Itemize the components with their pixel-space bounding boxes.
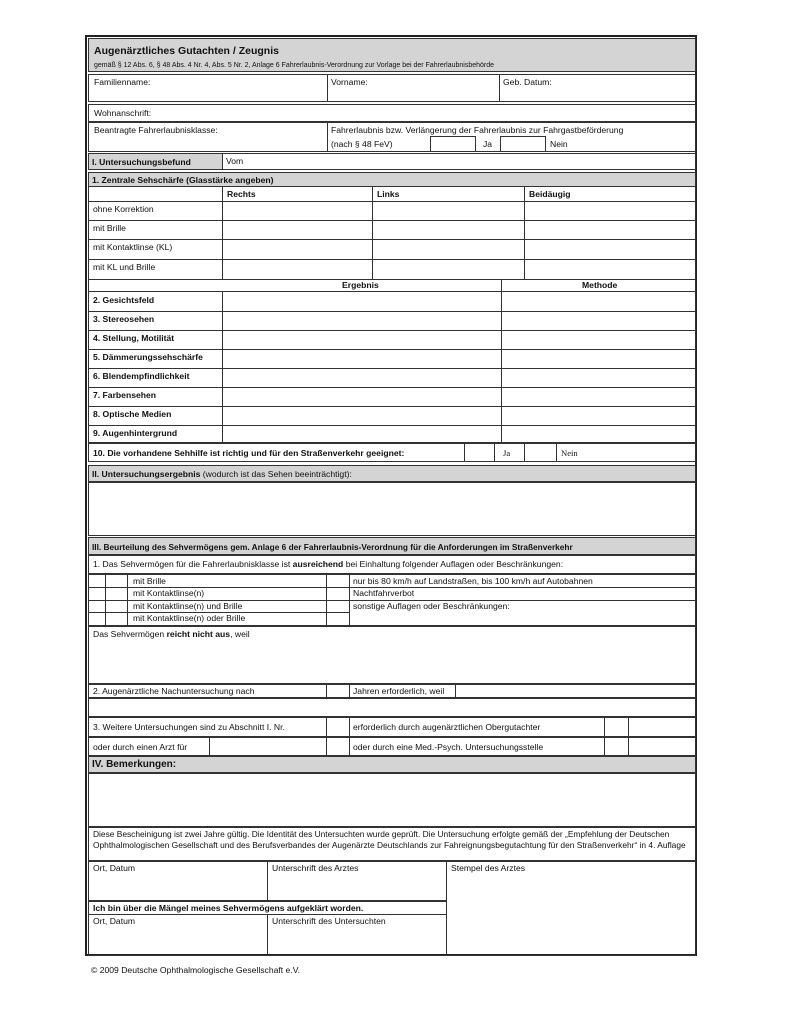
sehhilfe-nein-checkbox[interactable] bbox=[523, 443, 555, 462]
arzt-fachrichtung-input[interactable] bbox=[209, 738, 326, 755]
form-subtitle: gemäß § 12 Abs. 6, § 48 Abs. 4 Nr. 4, Abs. 5 Nr. 2, Anlage 6 Fahrerlaubnis-Verordnung zur Vorlage bei der Fahrerlaubnisbehörde bbox=[94, 62, 495, 69]
ort-datum-untersuchter-field[interactable] bbox=[88, 914, 268, 956]
befund-table bbox=[88, 279, 696, 443]
geb-datum-field[interactable] bbox=[499, 74, 696, 102]
section-2-title-rest: (wodurch ist das Sehen beeinträchtigt): bbox=[200, 469, 352, 479]
familienname-field[interactable] bbox=[88, 74, 328, 102]
column-beidaeugig: Beidäugig bbox=[529, 189, 571, 199]
disclaimer-text: Diese Bescheinigung ist zwei Jahre gültig. Die Identität des Untersuchten wurde geprüft. Die Untersuchung erfolgte gemäß der „Empfehlung der Deutschen Ophthalmologischen Gesellschaft und des Berufsverbandes der Augenärzte Deutschlands zur Fahreignungsbegutachtung für den Straßenverkehr“ in 4. Auflage bbox=[93, 829, 686, 850]
item-augenhintergrund: 9. Augenhintergrund bbox=[93, 428, 178, 438]
unterschrift-untersuchter-field[interactable] bbox=[267, 914, 447, 956]
nicht-ausreichend-text bbox=[93, 629, 250, 640]
unterschrift-arzt-label: Unterschrift des Arztes bbox=[272, 863, 359, 873]
section-4-title: IV. Bemerkungen: bbox=[92, 759, 177, 770]
arzt-fuer-label: oder durch einen Arzt für bbox=[93, 742, 188, 752]
fahrgast-label: Fahrerlaubnis bzw. Verlängerung der Fahrerlaubnis zur Fahrgastbeförderung bbox=[331, 125, 624, 135]
fahrgast-label-2: (nach § 48 FeV) bbox=[331, 139, 393, 149]
nachuntersuchung-label: 2. Augenärztliche Nachuntersuchung nach bbox=[93, 686, 255, 696]
row-mit-kontaktlinse: mit Kontaktlinse (KL) bbox=[93, 242, 173, 252]
nachuntersuchung-grund-line2[interactable] bbox=[88, 698, 696, 717]
disclaimer-box bbox=[88, 827, 696, 861]
vom-label: Vom bbox=[226, 156, 244, 166]
option-kontaktlinsen-oder-brille: mit Kontaktlinse(n) oder Brille bbox=[133, 613, 246, 623]
fahrgast-ja-checkbox[interactable] bbox=[430, 136, 476, 152]
item-farbensehen: 7. Farbensehen bbox=[93, 390, 157, 400]
section-1-header bbox=[88, 153, 223, 170]
med-psych-checkbox[interactable] bbox=[604, 738, 628, 755]
row-mit-kl-und-brille: mit KL und Brille bbox=[93, 262, 156, 272]
vom-field[interactable] bbox=[222, 153, 696, 170]
section-3-title: III. Beurteilung des Sehvermögens gem. Anlage 6 der Fahrerlaubnis-Verordnung für die Anforderungen im Straßenverkehr bbox=[92, 542, 573, 552]
methode-header: Methode bbox=[582, 280, 618, 290]
section-2-title bbox=[92, 469, 352, 480]
aufgeklaert-row bbox=[88, 901, 447, 915]
option-80-kmh: nur bis 80 km/h auf Landstraßen, bis 100 km/h auf Autobahnen bbox=[353, 576, 593, 586]
item-blendempfindlichkeit: 6. Blendempfindlichkeit bbox=[93, 371, 190, 381]
section-4-header bbox=[88, 756, 696, 773]
untersuchungsergebnis-field[interactable] bbox=[88, 482, 696, 536]
checkbox-kontaktlinsen-und-brille[interactable] bbox=[105, 600, 126, 612]
nicht-ausreichend-field[interactable] bbox=[88, 626, 696, 684]
sehhilfe-nein-label: Nein bbox=[561, 448, 578, 458]
ausreichend-text-a: 1. Das Sehvermögen für die Fahrerlaubnisklasse ist bbox=[93, 559, 293, 569]
familienname-label: Familienname: bbox=[94, 77, 151, 87]
ausreichend-text bbox=[93, 559, 563, 570]
weitere-untersuchungen-label: 3. Weitere Untersuchungen sind zu Abschnitt I. Nr. bbox=[93, 722, 285, 732]
ausreichend-text-bold: ausreichend bbox=[292, 559, 344, 569]
copyright-text: © 2009 Deutsche Ophthalmologische Gesellschaft e.V. bbox=[91, 965, 301, 975]
form-frame bbox=[85, 35, 697, 956]
sehhilfe-row bbox=[88, 443, 696, 462]
stempel-label: Stempel des Arztes bbox=[451, 863, 526, 873]
option-kontaktlinsen-und-brille: mit Kontaktlinse(n) und Brille bbox=[133, 601, 243, 611]
jahren-label: Jahren erforderlich, weil bbox=[353, 686, 445, 696]
checkbox-80-kmh[interactable] bbox=[326, 575, 348, 587]
item-stereosehen: 3. Stereosehen bbox=[93, 314, 155, 324]
nicht-ausreichend-a: Das Sehvermögen bbox=[93, 629, 167, 639]
ort-datum-arzt-field[interactable] bbox=[88, 861, 268, 901]
sehhilfe-ja-checkbox[interactable] bbox=[463, 443, 494, 462]
item-stellung-motilitaet: 4. Stellung, Motilität bbox=[93, 333, 175, 343]
ausreichend-row bbox=[88, 555, 696, 574]
fahrerlaubnisklasse-field[interactable] bbox=[88, 122, 328, 152]
column-rechts: Rechts bbox=[227, 189, 256, 199]
unterschrift-arzt-field[interactable] bbox=[267, 861, 447, 901]
nicht-ausreichend-c: , weil bbox=[230, 629, 250, 639]
section-3-header bbox=[88, 537, 696, 555]
item-optische-medien: 8. Optische Medien bbox=[93, 409, 172, 419]
section-2-title-bold: II. Untersuchungsergebnis bbox=[92, 469, 201, 479]
fahrerlaubnisklasse-label: Beantragte Fahrerlaubnisklasse: bbox=[94, 125, 218, 135]
form-title: Augenärztliches Gutachten / Zeugnis bbox=[94, 45, 279, 57]
nachuntersuchung-jahre-input[interactable] bbox=[326, 685, 348, 697]
option-mit-kontaktlinsen: mit Kontaktlinse(n) bbox=[133, 588, 205, 598]
item-daemmerungssehschaerfe: 5. Dämmerungssehschärfe bbox=[93, 352, 203, 362]
sehhilfe-label: 10. Die vorhandene Sehhilfe ist richtig und für den Straßenverkehr geeignet: bbox=[93, 448, 405, 458]
nachuntersuchung-grund-input[interactable] bbox=[455, 685, 695, 697]
geb-datum-label: Geb. Datum: bbox=[503, 77, 552, 87]
obergutachter-label: erforderlich durch augenärztlichen Obergutachter bbox=[353, 722, 541, 732]
obergutachter-checkbox[interactable] bbox=[604, 718, 628, 736]
checkbox-nachtfahrverbot[interactable] bbox=[326, 587, 348, 599]
bemerkungen-field[interactable] bbox=[88, 773, 696, 827]
option-sonstige: sonstige Auflagen oder Beschränkungen: bbox=[353, 601, 510, 611]
fahrgast-nein-checkbox[interactable] bbox=[500, 136, 546, 152]
fahrgast-ja-label: Ja bbox=[483, 139, 493, 149]
section-2-header bbox=[88, 465, 696, 482]
vorname-field[interactable] bbox=[327, 74, 500, 102]
sehschaerfe-table bbox=[88, 186, 696, 280]
sehschaerfe-header bbox=[88, 172, 696, 187]
row-ohne-korrektion: ohne Korrektion bbox=[93, 204, 154, 214]
nicht-ausreichend-bold: reicht nicht aus bbox=[166, 629, 231, 639]
arzt-checkbox[interactable] bbox=[326, 738, 348, 755]
vorname-label: Vorname: bbox=[331, 77, 368, 87]
ausreichend-text-c: bei Einhaltung folgender Auflagen oder Beschränkungen: bbox=[343, 559, 564, 569]
checkbox-mit-brille[interactable] bbox=[105, 575, 126, 587]
checkbox-kontaktlinsen-oder-brille[interactable] bbox=[105, 612, 126, 624]
form-header bbox=[88, 38, 696, 72]
option-mit-brille: mit Brille bbox=[133, 576, 166, 586]
checkbox-mit-kontaktlinsen[interactable] bbox=[105, 587, 126, 599]
ort-datum-label: Ort, Datum bbox=[93, 863, 136, 873]
abschnitt-nr-input[interactable] bbox=[326, 718, 348, 736]
sehhilfe-ja-label: Ja bbox=[503, 448, 511, 458]
aufgeklaert-label: Ich bin über die Mängel meines Sehvermögens aufgeklärt worden. bbox=[93, 903, 364, 913]
med-psych-label: oder durch eine Med.-Psych. Untersuchungsstelle bbox=[353, 742, 544, 752]
sehschaerfe-title: 1. Zentrale Sehschärfe (Glasstärke angeben) bbox=[92, 175, 274, 185]
sonstige-auflagen-field[interactable] bbox=[349, 612, 695, 625]
unterschrift-untersuchter-label: Unterschrift des Untersuchten bbox=[272, 916, 386, 926]
section-1-title: I. Untersuchungsbefund bbox=[92, 157, 191, 167]
ergebnis-header: Ergebnis bbox=[342, 280, 379, 290]
ort-datum-label-2: Ort, Datum bbox=[93, 916, 136, 926]
stempel-arzt-field[interactable] bbox=[446, 861, 696, 956]
fahrgast-nein-label: Nein bbox=[550, 139, 568, 149]
column-links: Links bbox=[377, 189, 400, 199]
wohnanschrift-label: Wohnanschrift: bbox=[94, 108, 152, 118]
item-gesichtsfeld: 2. Gesichtsfeld bbox=[93, 295, 155, 305]
row-mit-brille: mit Brille bbox=[93, 223, 126, 233]
wohnanschrift-field[interactable] bbox=[88, 104, 696, 122]
option-nachtfahrverbot: Nachtfahrverbot bbox=[353, 588, 415, 598]
